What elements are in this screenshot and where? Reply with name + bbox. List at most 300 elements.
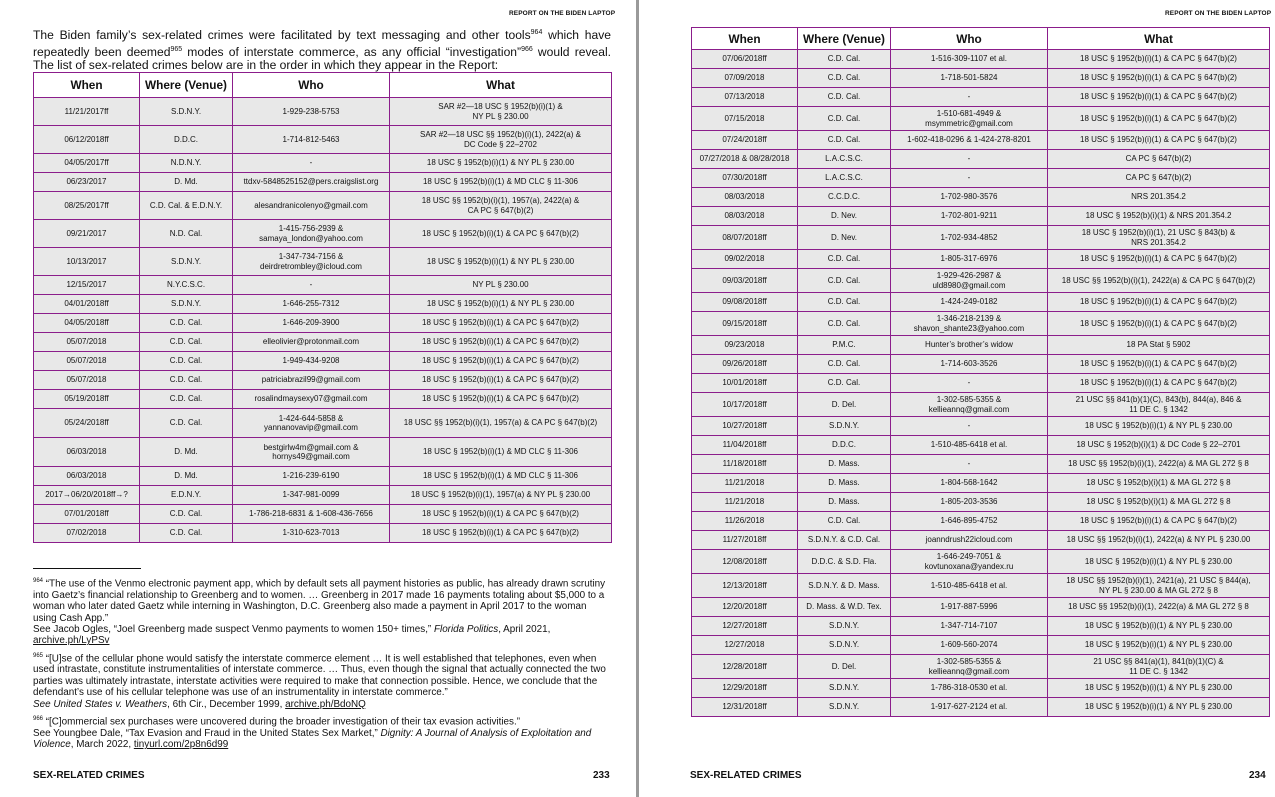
cell-who: 1-347-714-7107 (891, 617, 1048, 636)
intro-text: The Biden family’s sex-related crimes were facilitated by text messaging and other tools (33, 28, 531, 43)
cell-what: 18 USC § 1952(b)(i)(1) & CA PC § 647(b)(2) (1048, 69, 1270, 88)
footnote-citation (33, 728, 611, 751)
cell-when: 06/23/2017 (34, 173, 140, 192)
cell-when: 10/27/2018ff (692, 417, 798, 436)
cell-when: 08/03/2018 (692, 188, 798, 207)
page-number: 234 (1249, 770, 1266, 781)
column-header-where: Where (Venue) (798, 28, 891, 50)
table-row (34, 333, 612, 352)
cell-where: D. Md. (140, 467, 233, 486)
cell-when: 09/08/2018ff (692, 293, 798, 312)
cell-who: 1-424-644-5858 & yannanovavip@gmail.com (233, 409, 390, 438)
cell-what: 18 USC § 1952(b)(i)(1) & CA PC § 647(b)(2) (1048, 355, 1270, 374)
citation-title: Florida Politics (433, 623, 499, 635)
cell-what: 18 USC §§ 1952(b)(i)(1), 2422(a) & MA GL 272 § 8 (1048, 455, 1270, 474)
cell-who: - (233, 154, 390, 173)
cell-when: 11/21/2018 (692, 493, 798, 512)
cell-where: C.D. Cal. (798, 293, 891, 312)
cell-where: C.D. Cal. (798, 131, 891, 150)
cell-where: N.D. Cal. (140, 220, 233, 248)
table-row (34, 276, 612, 295)
right-page (639, 0, 1275, 797)
cell-where: S.D.N.Y. (798, 617, 891, 636)
cell-when: 06/03/2018 (34, 438, 140, 467)
citation-link[interactable]: archive.ph/LyPSv (33, 635, 110, 647)
table-row (692, 698, 1270, 717)
table-row (34, 467, 612, 486)
cell-when: 07/27/2018 & 08/28/2018 (692, 150, 798, 169)
cell-where: D. Mass. (798, 455, 891, 474)
table-row (34, 220, 612, 248)
cell-where: S.D.N.Y. (798, 679, 891, 698)
cell-where: P.M.C. (798, 336, 891, 355)
cell-where: C.D. Cal. (140, 314, 233, 333)
cell-what: SAR #2—18 USC §§ 1952(b)(i)(1), 2422(a) & DC Code § 22–2702 (390, 126, 612, 154)
cell-who: - (891, 88, 1048, 107)
table-row (692, 455, 1270, 474)
cell-what: 21 USC §§ 841(a)(1), 841(b)(1)(C) & 11 DE C. § 1342 (1048, 655, 1270, 679)
cell-who: Hunter’s brother’s widow (891, 336, 1048, 355)
cell-who: 1-917-627-2124 et al. (891, 698, 1048, 717)
cell-what: 18 USC § 1952(b)(i)(1), 1957(a) & NY PL § 230.00 (390, 486, 612, 505)
table-row (692, 512, 1270, 531)
cell-where: C.D. Cal. (798, 355, 891, 374)
cell-what: 18 USC § 1952(b)(i)(1) & CA PC § 647(b)(2) (390, 505, 612, 524)
cell-where: S.D.N.Y. (140, 248, 233, 276)
cell-when: 05/24/2018ff (34, 409, 140, 438)
cell-when: 09/26/2018ff (692, 355, 798, 374)
cell-when: 07/06/2018ff (692, 50, 798, 69)
table-row (692, 655, 1270, 679)
running-header: REPORT ON THE BIDEN LAPTOP (509, 10, 616, 17)
cell-who: - (891, 455, 1048, 474)
column-header-who: Who (233, 73, 390, 98)
table-row (34, 154, 612, 173)
table-header-row (34, 73, 612, 98)
table-row (34, 98, 612, 126)
cell-who: rosalindmaysexy07@gmail.com (233, 390, 390, 409)
table-row (692, 88, 1270, 107)
cell-when: 06/03/2018 (34, 467, 140, 486)
cell-when: 07/15/2018 (692, 107, 798, 131)
cell-when: 09/02/2018 (692, 250, 798, 269)
cell-what: 18 USC § 1952(b)(i)(1) & CA PC § 647(b)(2) (390, 352, 612, 371)
cell-who: 1-424-249-0182 (891, 293, 1048, 312)
cell-what: 18 USC § 1952(b)(i)(1) & NY PL § 230.00 (390, 154, 612, 173)
table-row (692, 226, 1270, 250)
cell-who: 1-310-623-7013 (233, 524, 390, 543)
table-row (34, 524, 612, 543)
cell-where: S.D.N.Y. & D. Mass. (798, 574, 891, 598)
cell-what: 18 USC § 1952(b)(i)(1) & CA PC § 647(b)(2) (390, 371, 612, 390)
table-row (34, 248, 612, 276)
footnote-ref-964[interactable]: 964 (530, 29, 543, 36)
cell-when: 12/28/2018ff (692, 655, 798, 679)
cell-what: CA PC § 647(b)(2) (1048, 150, 1270, 169)
citation-text: See Jacob Ogles, “Joel Greenberg made suspect Venmo payments to women 150+ times,” (33, 623, 434, 635)
cell-who: ttdxv-5848525152@pers.craigslist.org (233, 173, 390, 192)
cell-when: 07/24/2018ff (692, 131, 798, 150)
cell-where: C.D. Cal. (798, 250, 891, 269)
cell-where: S.D.N.Y. (798, 636, 891, 655)
running-header: REPORT ON THE BIDEN LAPTOP (1165, 10, 1272, 17)
cell-who: 1-949-434-9208 (233, 352, 390, 371)
citation-date: , 6th Cir., December 1999, (167, 698, 286, 710)
cell-what: 18 USC § 1952(b)(i)(1) & MA GL 272 § 8 (1048, 474, 1270, 493)
cell-who: 1-302-585-5355 & kellieannq@gmail.com (891, 655, 1048, 679)
table-row (692, 636, 1270, 655)
footnote-body (33, 714, 611, 728)
cell-when: 08/07/2018ff (692, 226, 798, 250)
citation-title: Dignity: A Journal of Analysis of Exploitation and Violence (33, 727, 592, 751)
table-row (692, 436, 1270, 455)
cell-who: 1-786-218-6831 & 1-608-436-7656 (233, 505, 390, 524)
cell-where: D. Mass. (798, 493, 891, 512)
cell-who: - (891, 417, 1048, 436)
cell-who: 1-510-485-6418 et al. (891, 436, 1048, 455)
table-row (692, 107, 1270, 131)
cell-where: C.D. Cal. (798, 50, 891, 69)
cell-who: 1-646-209-3900 (233, 314, 390, 333)
cell-what: 18 USC § 1952(b)(i)(1) & CA PC § 647(b)(2) (390, 220, 612, 248)
cell-when: 04/01/2018ff (34, 295, 140, 314)
citation-date: , April 2021, (498, 623, 551, 635)
cell-what: 18 USC § 1952(b)(i)(1) & NY PL § 230.00 (390, 295, 612, 314)
cell-what: 18 USC §§ 1952(b)(i)(1), 2421(a), 21 USC § 844(a), NY PL § 230.00 & MA GL 272 § 8 (1048, 574, 1270, 598)
cell-when: 07/09/2018 (692, 69, 798, 88)
cell-when: 05/07/2018 (34, 333, 140, 352)
cell-what: 18 USC § 1952(b)(i)(1) & NY PL § 230.00 (1048, 617, 1270, 636)
table-row (692, 336, 1270, 355)
cell-what: 18 USC § 1952(b)(i)(1) & NY PL § 230.00 (1048, 636, 1270, 655)
cell-what: 18 USC § 1952(b)(i)(1), 21 USC § 843(b) & NRS 201.354.2 (1048, 226, 1270, 250)
table-row (692, 574, 1270, 598)
cell-who: bestgirlw4m@gmail.com & hornys49@gmail.com (233, 438, 390, 467)
cell-where: D. Md. (140, 438, 233, 467)
cell-where: C.D. Cal. (140, 390, 233, 409)
cell-what: 18 USC § 1952(b)(i)(1) & CA PC § 647(b)(2) (1048, 250, 1270, 269)
cell-when: 12/29/2018ff (692, 679, 798, 698)
cell-where: C.D. Cal. (140, 333, 233, 352)
footnote-body (33, 651, 611, 699)
cell-when: 12/27/2018 (692, 636, 798, 655)
table-row (34, 295, 612, 314)
table-row (692, 169, 1270, 188)
cell-when: 11/21/2018 (692, 474, 798, 493)
cell-who: 1-302-585-5355 & kellieannq@gmail.com (891, 393, 1048, 417)
column-header-what: What (390, 73, 612, 98)
table-row (692, 188, 1270, 207)
cell-where: C.D. Cal. (140, 352, 233, 371)
table-row (692, 531, 1270, 550)
cell-who: 1-714-812-5463 (233, 126, 390, 154)
cell-where: L.A.C.S.C. (798, 150, 891, 169)
cell-what: CA PC § 647(b)(2) (1048, 169, 1270, 188)
cell-what: 18 USC § 1952(b)(i)(1) & CA PC § 647(b)(2) (390, 524, 612, 543)
table-row (692, 550, 1270, 574)
cell-where: C.D. Cal. (798, 88, 891, 107)
table-row (692, 69, 1270, 88)
cell-what: NRS 201.354.2 (1048, 188, 1270, 207)
cell-where: C.D. Cal. & E.D.N.Y. (140, 192, 233, 220)
footnote-ref-965[interactable]: 965 (170, 45, 183, 53)
table-row (692, 493, 1270, 512)
cell-what: 18 USC § 1952(b)(i)(1) & CA PC § 647(b)(2) (1048, 131, 1270, 150)
cell-when: 07/01/2018ff (34, 505, 140, 524)
cell-when: 09/15/2018ff (692, 312, 798, 336)
cell-who: 1-702-980-3576 (891, 188, 1048, 207)
cell-who: 1-714-603-3526 (891, 355, 1048, 374)
cell-who: - (891, 150, 1048, 169)
cell-who: 1-929-426-2987 & uld8980@gmail.com (891, 269, 1048, 293)
cell-who: 1-702-801-9211 (891, 207, 1048, 226)
cell-where: D. Mass. & W.D. Tex. (798, 598, 891, 617)
cell-when: 07/13/2018 (692, 88, 798, 107)
cell-who: 1-516-309-1107 et al. (891, 50, 1048, 69)
cell-when: 10/17/2018ff (692, 393, 798, 417)
left-page (0, 0, 636, 797)
footnote-number: 966 (33, 716, 44, 723)
cell-what: 18 USC §§ 1952(b)(i)(1), 2422(a) & CA PC § 647(b)(2) (1048, 269, 1270, 293)
cell-who: 1-805-317-6976 (891, 250, 1048, 269)
cell-who: alesandranicolenyo@gmail.com (233, 192, 390, 220)
cell-where: D. Del. (798, 393, 891, 417)
cell-where: S.D.N.Y. (140, 98, 233, 126)
cell-who: - (891, 169, 1048, 188)
cell-when: 12/20/2018ff (692, 598, 798, 617)
cell-what: 18 USC § 1952(b)(i)(1) & CA PC § 647(b)(2) (1048, 512, 1270, 531)
cell-when: 12/31/2018ff (692, 698, 798, 717)
cell-who: 1-804-568-1642 (891, 474, 1048, 493)
cell-when: 12/15/2017 (34, 276, 140, 295)
table-row (692, 50, 1270, 69)
cell-what: 18 USC § 1952(b)(i)(1) & NY PL § 230.00 (1048, 679, 1270, 698)
table-row (34, 371, 612, 390)
table-row (34, 505, 612, 524)
cell-where: C.D. Cal. (140, 409, 233, 438)
cell-what: 18 USC § 1952(b)(i)(1) & CA PC § 647(b)(2) (1048, 107, 1270, 131)
citation-date: , March 2022, (70, 739, 134, 751)
table-row (34, 173, 612, 192)
cell-who: 1-917-887-5996 (891, 598, 1048, 617)
cell-where: D. Mass. (798, 474, 891, 493)
footnote-text: “The use of the Venmo electronic payment app, which by default sets all payment histories as public, has already drawn scrutiny into Gaetz’s financial relationship to Greenberg and to women. … Greenberg in 2017 made 16 payments totaling about $5,000 to a woman who later dated Gaetz while interning in Washington, D.C. Greenberg also made a payment in April 2017 to the woman using Cash App.” (33, 578, 606, 624)
cell-what: 18 USC § 1952(b)(i)(1) & MD CLC § 11-306 (390, 438, 612, 467)
cell-where: S.D.N.Y. & C.D. Cal. (798, 531, 891, 550)
cell-what: 18 USC § 1952(b)(i)(1) & CA PC § 647(b)(2) (390, 333, 612, 352)
cell-where: C.D. Cal. (140, 371, 233, 390)
cell-where: C.D. Cal. (798, 512, 891, 531)
cell-when: 09/23/2018 (692, 336, 798, 355)
cell-when: 04/05/2017ff (34, 154, 140, 173)
cell-who: 1-347-734-7156 & deirdretrombley@icloud.com (233, 248, 390, 276)
cell-when: 11/21/2017ff (34, 98, 140, 126)
cell-where: N.Y.C.S.C. (140, 276, 233, 295)
column-header-where: Where (Venue) (140, 73, 233, 98)
cell-where: C.D. Cal. (140, 524, 233, 543)
table-row (692, 617, 1270, 636)
footnote-citation (33, 699, 611, 710)
cell-who: 1-805-203-3536 (891, 493, 1048, 512)
cell-where: D. Md. (140, 173, 233, 192)
citation-title: See United States v. Weathers (33, 698, 168, 710)
cell-where: D.D.C. (140, 126, 233, 154)
cell-when: 12/13/2018ff (692, 574, 798, 598)
cell-where: D. Nev. (798, 207, 891, 226)
table-row (692, 679, 1270, 698)
cell-what: 18 USC § 1952(b)(i)(1) & MA GL 272 § 8 (1048, 493, 1270, 512)
cell-when: 10/01/2018ff (692, 374, 798, 393)
footnote-number: 964 (33, 578, 44, 584)
cell-who: 1-786-318-0530 et al. (891, 679, 1048, 698)
cell-what: 18 USC § 1952(b)(i)(1) & DC Code § 22–2701 (1048, 436, 1270, 455)
column-header-who: Who (891, 28, 1048, 50)
table-row (34, 390, 612, 409)
intro-paragraph (33, 26, 611, 73)
cell-where: C.D. Cal. (798, 269, 891, 293)
cell-what: 18 PA Stat § 5902 (1048, 336, 1270, 355)
footnote-text: “[U]se of the cellular phone would satisfy the interstate commerce element … It is well established that telephones, even when used intrastate, constitute instrumentalities of interstate commerce. … Thus, even though the signal that actually connected the two parties was ultimately intrastate, interstate activities were required to make that connection possible. Hence, we conclude that the defendant’s use of his cellular telephone was use of an instrumentality in interstate commerce.” (33, 653, 606, 699)
intro-text: would reveal. The list of sex-related crimes below are in the order in which they appear in the Report: (33, 44, 611, 73)
cell-when: 07/02/2018 (34, 524, 140, 543)
intro-text: modes of interstate commerce, as any official “investigation” (182, 44, 522, 59)
cell-where: D.D.C. & S.D. Fla. (798, 550, 891, 574)
cell-who: 1-609-560-2074 (891, 636, 1048, 655)
cell-what: 21 USC §§ 841(b)(1)(C), 843(b), 844(a), 846 & 11 DE C. § 1342 (1048, 393, 1270, 417)
cell-where: C.D. Cal. (798, 107, 891, 131)
table-row (692, 312, 1270, 336)
column-header-when: When (34, 73, 140, 98)
cell-what: 18 USC § 1952(b)(i)(1) & NY PL § 230.00 (1048, 417, 1270, 436)
cell-what: 18 USC § 1952(b)(i)(1) & NRS 201.354.2 (1048, 207, 1270, 226)
footnote-965 (33, 651, 611, 710)
table-row (34, 126, 612, 154)
footnote-number: 965 (33, 652, 44, 659)
footnotes (33, 576, 611, 755)
table-row (34, 486, 612, 505)
cell-what: 18 USC § 1952(b)(i)(1) & CA PC § 647(b)(2) (1048, 374, 1270, 393)
cell-what: 18 USC § 1952(b)(i)(1) & CA PC § 647(b)(2) (1048, 88, 1270, 107)
cell-when: 05/07/2018 (34, 371, 140, 390)
table-row (692, 417, 1270, 436)
table-row (692, 393, 1270, 417)
intro-text: which have repeatedly been deemed (33, 28, 611, 59)
cell-where: C.C.D.C. (798, 188, 891, 207)
table-header-row (692, 28, 1270, 50)
cell-who: 1-646-249-7051 & kovtunoxana@yandex.ru (891, 550, 1048, 574)
cell-when: 10/13/2017 (34, 248, 140, 276)
footnote-divider (33, 568, 141, 569)
cell-who: 1-510-485-6418 et al. (891, 574, 1048, 598)
table-row (692, 293, 1270, 312)
cell-what: 18 USC § 1952(b)(i)(1) & NY PL § 230.00 (1048, 550, 1270, 574)
table-row (692, 150, 1270, 169)
table-row (34, 409, 612, 438)
footer-title: SEX-RELATED CRIMES (690, 770, 802, 781)
cell-when: 08/25/2017ff (34, 192, 140, 220)
table-row (692, 207, 1270, 226)
crimes-table-left (33, 72, 612, 543)
cell-where: S.D.N.Y. (798, 698, 891, 717)
cell-what: NY PL § 230.00 (390, 276, 612, 295)
cell-who: patriciabrazil99@gmail.com (233, 371, 390, 390)
cell-where: S.D.N.Y. (798, 417, 891, 436)
cell-where: N.D.N.Y. (140, 154, 233, 173)
table-row (692, 374, 1270, 393)
cell-what: 18 USC § 1952(b)(i)(1) & MD CLC § 11-306 (390, 467, 612, 486)
cell-who: elleolivier@protonmail.com (233, 333, 390, 352)
citation-link[interactable]: archive.ph/BdoNQ (285, 698, 366, 710)
cell-when: 12/08/2018ff (692, 550, 798, 574)
cell-where: C.D. Cal. (798, 374, 891, 393)
citation-text: See Youngbee Dale, “Tax Evasion and Fraud in the United States Sex Market,” (33, 727, 381, 739)
cell-when: 12/27/2018ff (692, 617, 798, 636)
cell-what: 18 USC § 1952(b)(i)(1) & NY PL § 230.00 (390, 248, 612, 276)
cell-what: 18 USC §§ 1952(b)(i)(1), 2422(a) & MA GL 272 § 8 (1048, 598, 1270, 617)
cell-who: 1-602-418-0296 & 1-424-278-8201 (891, 131, 1048, 150)
footnote-citation (33, 624, 611, 647)
column-header-what: What (1048, 28, 1270, 50)
cell-where: C.D. Cal. (140, 505, 233, 524)
cell-who: 1-510-681-4949 & msymmetric@gmail.com (891, 107, 1048, 131)
cell-what: 18 USC §§ 1952(b)(i)(1), 1957(a), 2422(a) & CA PC § 647(b)(2) (390, 192, 612, 220)
cell-who: - (233, 276, 390, 295)
cell-when: 09/03/2018ff (692, 269, 798, 293)
cell-what: 18 USC § 1952(b)(i)(1) & CA PC § 647(b)(2) (390, 314, 612, 333)
cell-where: C.D. Cal. (798, 312, 891, 336)
table-row (692, 474, 1270, 493)
citation-link[interactable]: tinyurl.com/2p8n6d99 (133, 739, 229, 751)
cell-where: L.A.C.S.C. (798, 169, 891, 188)
table-row (34, 438, 612, 467)
cell-what: 18 USC § 1952(b)(i)(1) & CA PC § 647(b)(2) (1048, 293, 1270, 312)
cell-when: 2017→06/20/2018ff→? (34, 486, 140, 505)
cell-what: 18 USC §§ 1952(b)(i)(1), 2422(a) & NY PL § 230.00 (1048, 531, 1270, 550)
table-row (34, 352, 612, 371)
cell-where: D.D.C. (798, 436, 891, 455)
cell-where: D. Del. (798, 655, 891, 679)
cell-when: 07/30/2018ff (692, 169, 798, 188)
footnote-body (33, 576, 611, 624)
table-row (692, 250, 1270, 269)
cell-when: 05/07/2018 (34, 352, 140, 371)
table-row (692, 598, 1270, 617)
cell-when: 11/04/2018ff (692, 436, 798, 455)
footnote-ref-966[interactable]: 966 (521, 45, 533, 53)
cell-who: 1-646-895-4752 (891, 512, 1048, 531)
cell-what: 18 USC § 1952(b)(i)(1) & CA PC § 647(b)(2) (1048, 312, 1270, 336)
column-header-when: When (692, 28, 798, 50)
table-row (692, 355, 1270, 374)
cell-where: D. Nev. (798, 226, 891, 250)
cell-when: 08/03/2018 (692, 207, 798, 226)
cell-what: 18 USC § 1952(b)(i)(1) & CA PC § 647(b)(2) (1048, 50, 1270, 69)
cell-where: C.D. Cal. (798, 69, 891, 88)
cell-when: 06/12/2018ff (34, 126, 140, 154)
footnote-964 (33, 576, 611, 647)
cell-who: 1-216-239-6190 (233, 467, 390, 486)
cell-where: E.D.N.Y. (140, 486, 233, 505)
cell-who: 1-702-934-4852 (891, 226, 1048, 250)
cell-what: 18 USC §§ 1952(b)(i)(1), 1957(a) & CA PC § 647(b)(2) (390, 409, 612, 438)
cell-what: 18 USC § 1952(b)(i)(1) & NY PL § 230.00 (1048, 698, 1270, 717)
table-row (692, 269, 1270, 293)
footer-title: SEX-RELATED CRIMES (33, 770, 145, 781)
footnote-966 (33, 714, 611, 751)
cell-when: 11/26/2018 (692, 512, 798, 531)
cell-who: 1-346-218-2139 & shavon_shante23@yahoo.com (891, 312, 1048, 336)
cell-when: 05/19/2018ff (34, 390, 140, 409)
